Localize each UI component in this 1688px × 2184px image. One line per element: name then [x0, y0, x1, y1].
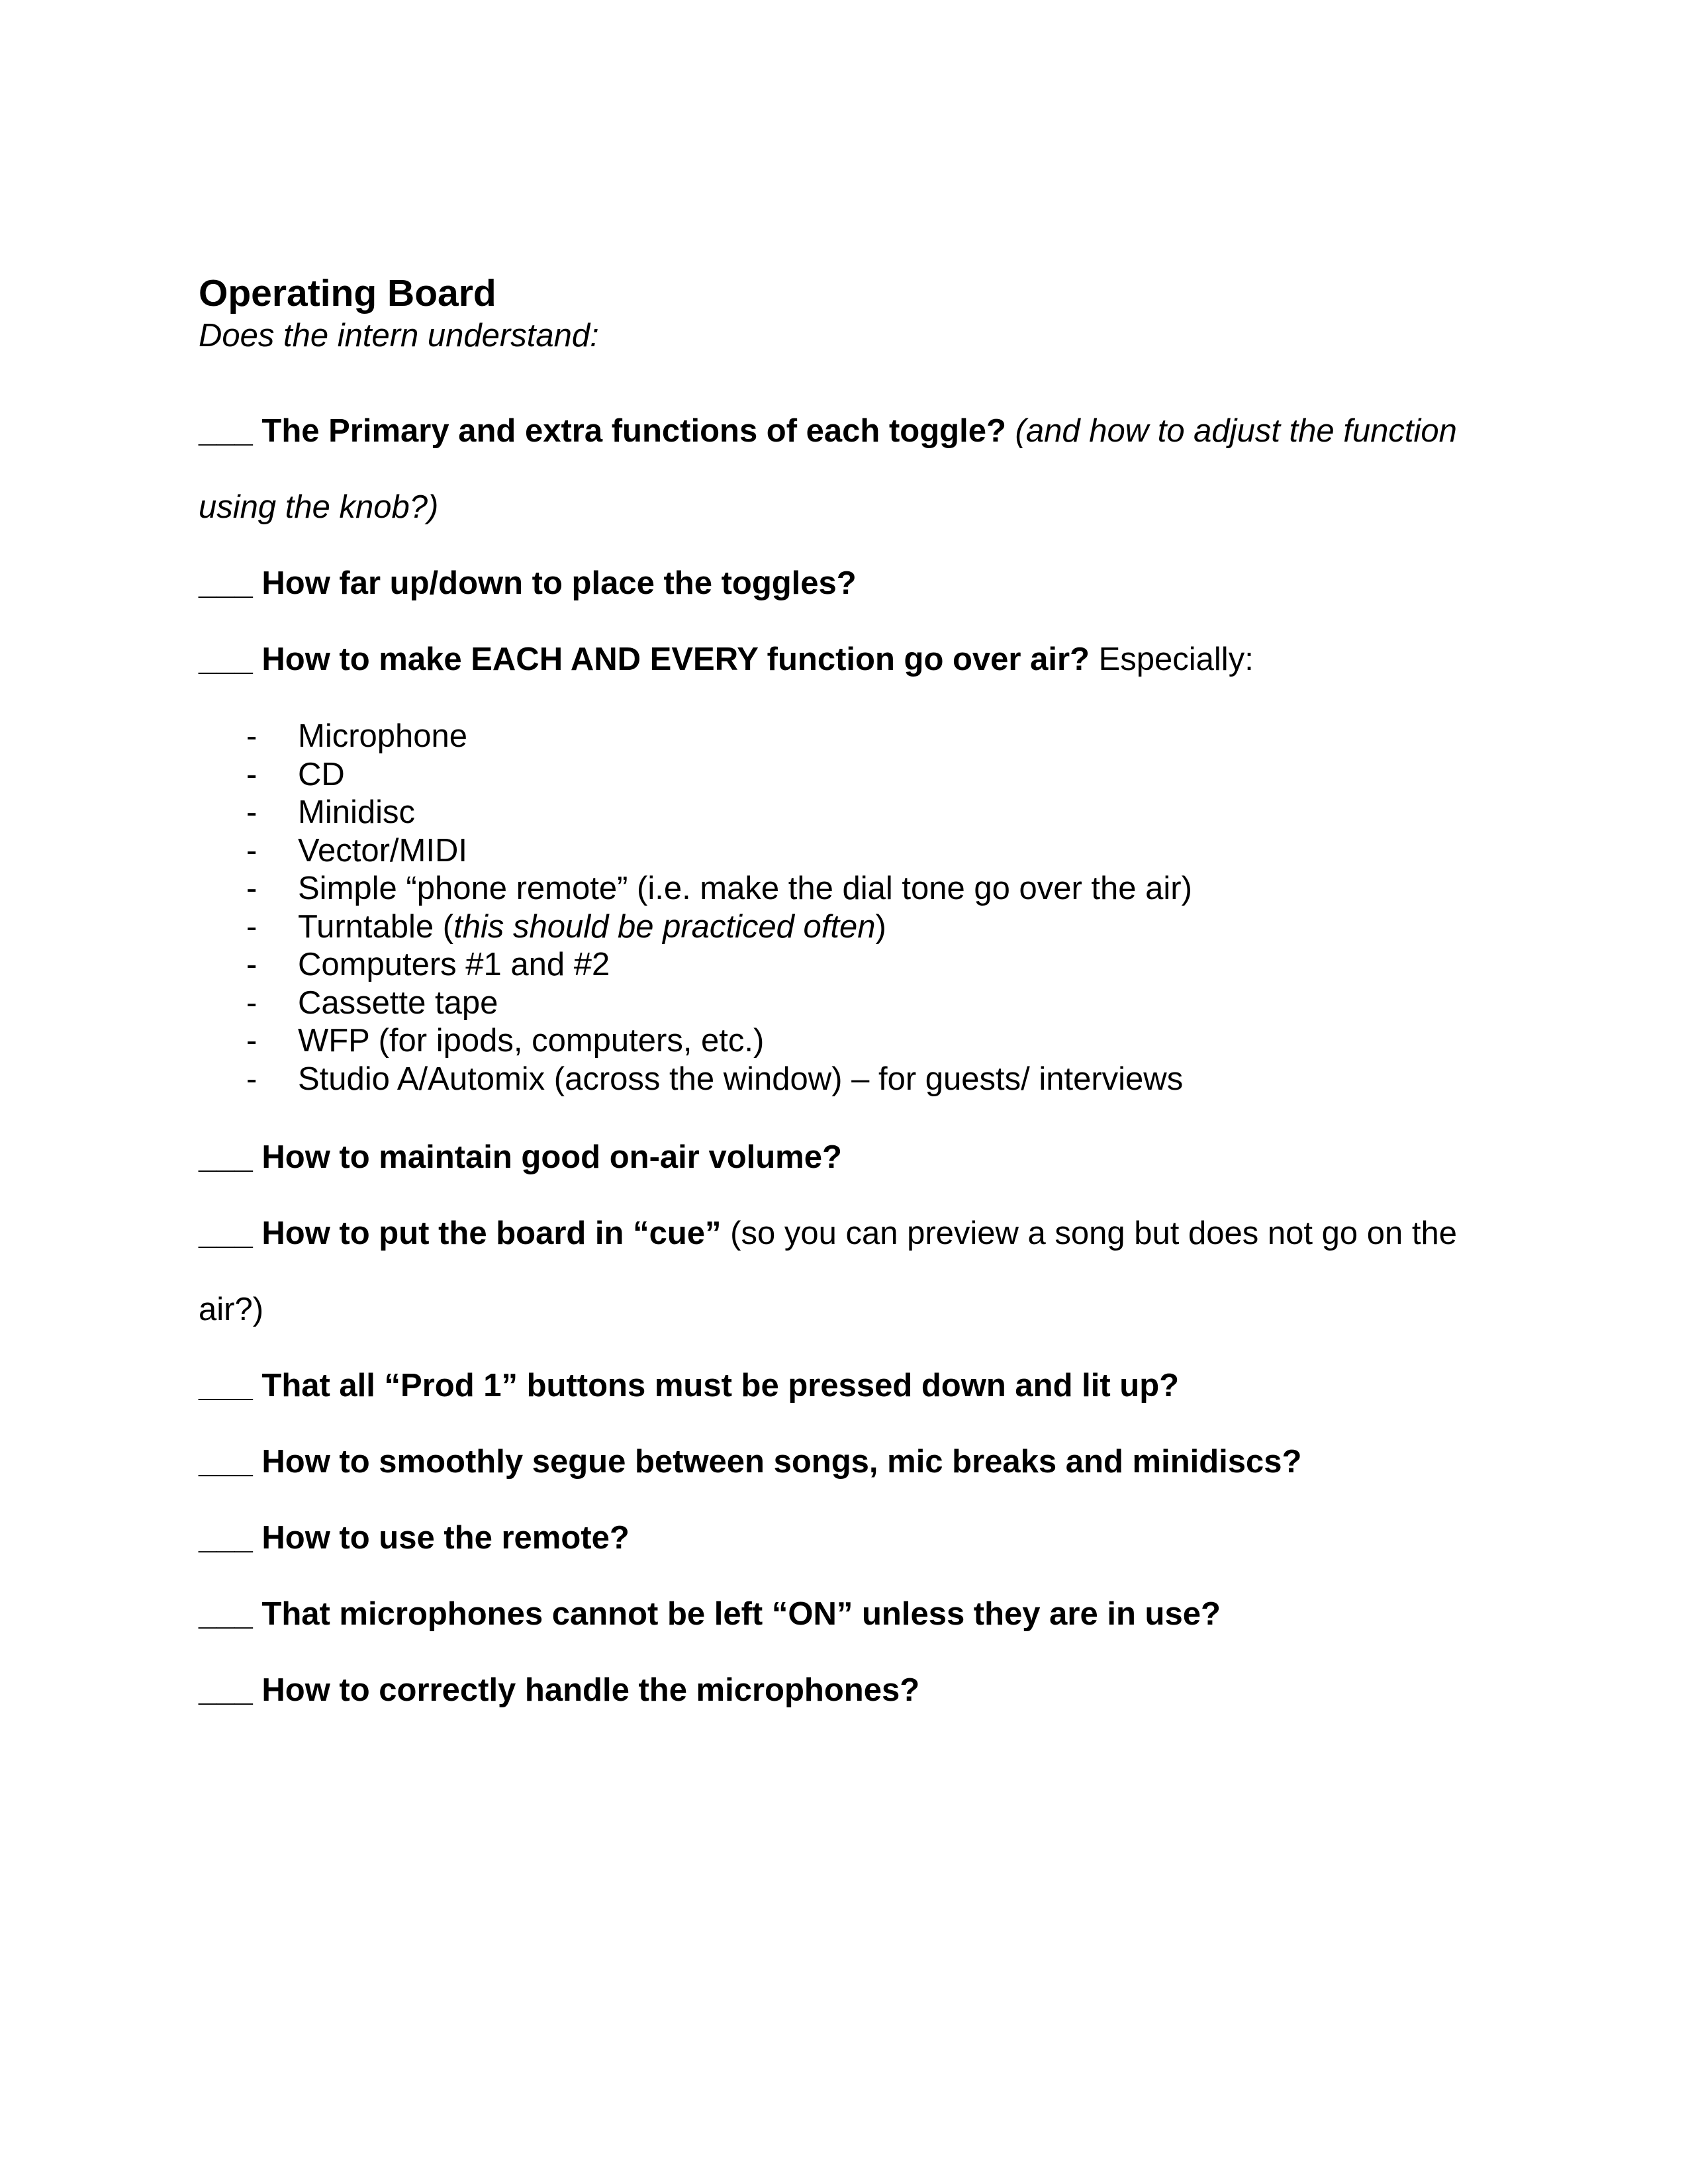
dash-bullet: -	[246, 718, 258, 754]
answer-blank: ___	[199, 1368, 253, 1403]
list-item-text: Studio A/Automix (across the window) – for guests/ interviews	[298, 1061, 1184, 1097]
dash-bullet: -	[246, 832, 258, 869]
dash-bullet: -	[246, 908, 258, 945]
list-item	[199, 718, 1523, 756]
question-text: The Primary and extra functions of each toggle?	[261, 413, 1006, 449]
list-item	[199, 984, 1523, 1023]
question-text: How to use the remote?	[261, 1520, 630, 1556]
page-subtitle: Does the intern understand:	[199, 318, 599, 354]
answer-blank: ___	[199, 565, 253, 601]
checklist-item	[199, 1652, 1523, 1729]
dash-bullet: -	[246, 1023, 258, 1059]
dash-bullet: -	[246, 947, 258, 982]
question-text: How far up/down to place the toggles?	[261, 565, 857, 601]
checklist-item	[199, 546, 1523, 622]
answer-blank: ___	[199, 1520, 253, 1556]
dash-bullet: -	[246, 871, 258, 906]
answer-blank: ___	[199, 641, 253, 677]
list-item	[199, 794, 1523, 832]
list-item-text: Minidisc	[298, 794, 415, 830]
question-text: That microphones cannot be left “ON” unless they are in use?	[261, 1596, 1221, 1632]
question-text: How to make EACH AND EVERY function go over air?	[261, 641, 1090, 677]
list-item	[199, 832, 1523, 871]
list-item	[199, 946, 1523, 984]
page-title: Operating Board	[199, 272, 496, 314]
checklist-item	[199, 1424, 1523, 1500]
question-text: That all “Prod 1” buttons must be pressed down and lit up?	[261, 1368, 1180, 1403]
dash-bullet: -	[246, 756, 258, 792]
answer-blank: ___	[199, 1596, 253, 1632]
checklist-item	[199, 622, 1523, 698]
list-item-text: Simple “phone remote” (i.e. make the dial tone go over the air)	[298, 871, 1192, 906]
list-item	[199, 870, 1523, 908]
answer-blank: ___	[199, 1215, 253, 1251]
list-item-text: CD	[298, 756, 345, 792]
dash-bullet: -	[246, 984, 258, 1021]
list-item-text: Computers #1 and #2	[298, 947, 610, 982]
answer-blank: ___	[199, 413, 253, 449]
checklist-item	[199, 1196, 1523, 1348]
checklist-item	[199, 1500, 1523, 1576]
list-item	[199, 1061, 1523, 1099]
list-item-after: )	[875, 908, 886, 945]
checklist-item	[199, 393, 1523, 546]
question-note: (and how to adjust the function using the knob?)	[199, 413, 1457, 525]
question-note: Especially:	[1098, 641, 1254, 677]
list-item-text: WFP (for ipods, computers, etc.)	[298, 1023, 765, 1059]
list-item-text: Turntable (	[298, 908, 454, 945]
dash-bullet: -	[246, 794, 258, 830]
checklist-page	[199, 271, 1523, 1729]
list-item	[199, 756, 1523, 794]
list-item-text: Microphone	[298, 718, 468, 754]
question-text: How to put the board in “cue”	[261, 1215, 722, 1251]
question-note: (so you can preview a song but does not go on the air?)	[199, 1215, 1457, 1327]
checklist-item	[199, 1348, 1523, 1424]
list-item	[199, 908, 1523, 947]
dash-bullet: -	[246, 1061, 258, 1097]
list-item-text: Cassette tape	[298, 984, 498, 1021]
answer-blank: ___	[199, 1444, 253, 1480]
answer-blank: ___	[199, 1672, 253, 1708]
checklist-item	[199, 1576, 1523, 1652]
list-item	[199, 1022, 1523, 1061]
question-text: How to maintain good on-air volume?	[261, 1139, 842, 1175]
question-text: How to smoothly segue between songs, mic breaks and minidiscs?	[261, 1444, 1302, 1480]
checklist-item	[199, 1119, 1523, 1196]
function-list	[199, 718, 1523, 1098]
question-text: How to correctly handle the microphones?	[261, 1672, 920, 1708]
list-item-italic: this should be practiced often	[453, 908, 876, 945]
answer-blank: ___	[199, 1139, 253, 1175]
list-item-text: Vector/MIDI	[298, 832, 467, 869]
